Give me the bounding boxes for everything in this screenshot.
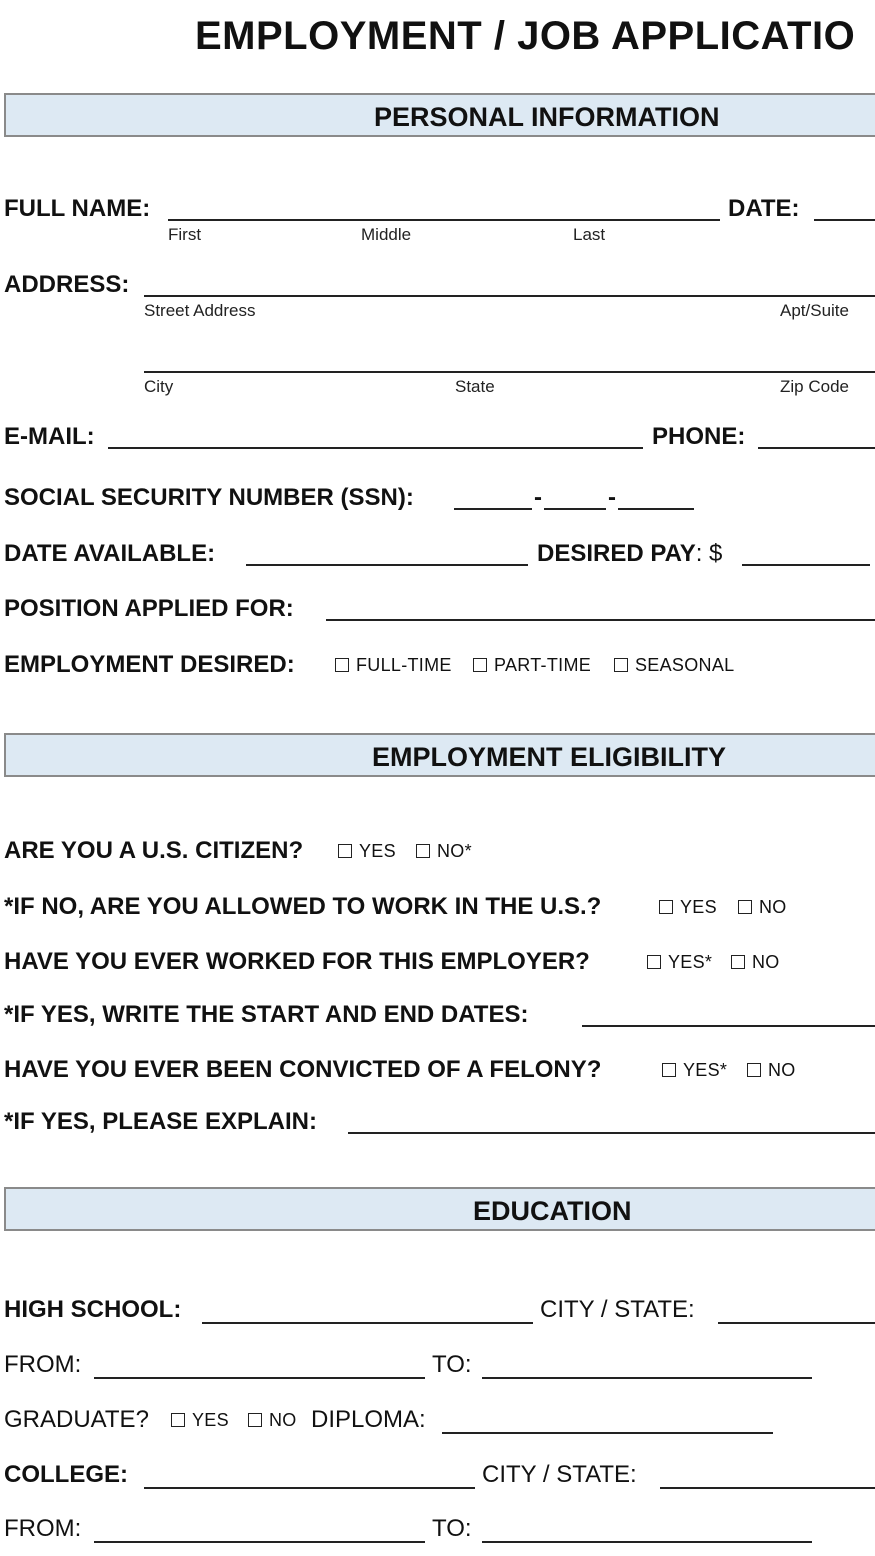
worked-yes-option[interactable] xyxy=(647,952,712,973)
section-title-eligibility: EMPLOYMENT ELIGIBILITY xyxy=(372,742,727,772)
full-time-checkbox[interactable] xyxy=(335,658,349,672)
last-name-caption: Last xyxy=(573,225,606,244)
full-name-field[interactable] xyxy=(168,219,720,221)
allowed-yes-option[interactable] xyxy=(659,897,717,918)
college-label: COLLEGE: xyxy=(4,1461,128,1488)
diploma-label: DIPLOMA: xyxy=(311,1406,426,1433)
section-header-personal xyxy=(4,93,875,137)
section-header-education xyxy=(4,1187,875,1231)
ssn-label: SOCIAL SECURITY NUMBER (SSN): xyxy=(4,484,414,511)
high-school-to-field[interactable] xyxy=(482,1377,812,1379)
high-school-city-state-label: CITY / STATE: xyxy=(540,1296,695,1323)
date-field[interactable] xyxy=(814,219,875,221)
seasonal-option[interactable] xyxy=(614,655,734,676)
apt-suite-caption: Apt/Suite xyxy=(780,301,849,320)
graduate-question: GRADUATE? xyxy=(4,1406,149,1433)
full-time-label: FULL-TIME xyxy=(356,655,452,675)
form-title: EMPLOYMENT / JOB APPLICATIO xyxy=(195,14,856,58)
position-label: POSITION APPLIED FOR: xyxy=(4,595,294,622)
full-name-label: FULL NAME: xyxy=(4,195,151,222)
explain-field[interactable] xyxy=(348,1132,875,1134)
employment-desired-label: EMPLOYMENT DESIRED: xyxy=(4,651,295,678)
zip-code-caption: Zip Code xyxy=(780,377,849,396)
high-school-to-label: TO: xyxy=(432,1351,472,1378)
date-available-field[interactable] xyxy=(246,564,528,566)
high-school-from-label: FROM: xyxy=(4,1351,82,1378)
email-field[interactable] xyxy=(108,447,643,449)
city-caption: City xyxy=(144,377,174,396)
graduate-yes-option[interactable] xyxy=(171,1410,229,1431)
graduate-yes-label: YES xyxy=(192,1410,229,1430)
felony-yes-option[interactable] xyxy=(662,1060,727,1081)
felony-question: HAVE YOU EVER BEEN CONVICTED OF A FELONY? xyxy=(4,1056,602,1083)
ssn-dash-2: - xyxy=(608,484,616,511)
date-label: DATE: xyxy=(728,195,800,222)
college-field[interactable] xyxy=(144,1487,475,1489)
allowed-no-option[interactable] xyxy=(738,897,787,918)
citizen-yes-checkbox[interactable] xyxy=(338,844,352,858)
ssn-dash-1: - xyxy=(534,484,542,511)
part-time-label: PART-TIME xyxy=(494,655,592,675)
high-school-city-state-field[interactable] xyxy=(718,1322,875,1324)
part-time-option[interactable] xyxy=(473,655,591,676)
section-header-eligibility xyxy=(4,733,875,777)
high-school-field[interactable] xyxy=(202,1322,533,1324)
felony-no-option[interactable] xyxy=(747,1060,796,1081)
desired-pay-field[interactable] xyxy=(742,564,870,566)
ssn-part-3-field[interactable] xyxy=(618,508,694,510)
worked-no-label: NO xyxy=(752,952,780,972)
citizen-no-checkbox[interactable] xyxy=(416,844,430,858)
worked-no-checkbox[interactable] xyxy=(731,955,745,969)
email-label: E-MAIL: xyxy=(4,423,95,450)
middle-name-caption: Middle xyxy=(361,225,412,244)
high-school-from-field[interactable] xyxy=(94,1377,425,1379)
allowed-no-label: NO xyxy=(759,897,787,917)
citizen-question: ARE YOU A U.S. CITIZEN? xyxy=(4,837,304,864)
college-city-state-label: CITY / STATE: xyxy=(482,1461,637,1488)
citizen-no-label: NO* xyxy=(437,841,472,861)
felony-yes-label: YES* xyxy=(683,1060,728,1080)
start-end-dates-field[interactable] xyxy=(582,1025,875,1027)
graduate-no-checkbox[interactable] xyxy=(248,1413,262,1427)
felony-no-checkbox[interactable] xyxy=(747,1063,761,1077)
citizen-no-option[interactable] xyxy=(416,841,472,862)
allowed-yes-checkbox[interactable] xyxy=(659,900,673,914)
position-field[interactable] xyxy=(326,619,875,621)
worked-no-option[interactable] xyxy=(731,952,780,973)
street-address-field[interactable] xyxy=(144,295,875,297)
desired-pay-text: DESIRED PAY xyxy=(537,540,696,567)
phone-label: PHONE: xyxy=(652,423,746,450)
worked-yes-checkbox[interactable] xyxy=(647,955,661,969)
graduate-no-option[interactable] xyxy=(248,1410,297,1431)
allowed-yes-label: YES xyxy=(680,897,717,917)
seasonal-checkbox[interactable] xyxy=(614,658,628,672)
state-caption: State xyxy=(455,377,495,396)
citizen-yes-label: YES xyxy=(359,841,396,861)
college-from-label: FROM: xyxy=(4,1515,82,1542)
graduate-no-label: NO xyxy=(269,1410,297,1430)
explain-label: *IF YES, PLEASE EXPLAIN: xyxy=(4,1108,317,1135)
felony-no-label: NO xyxy=(768,1060,796,1080)
desired-pay-currency: : $ xyxy=(695,540,723,567)
college-from-field[interactable] xyxy=(94,1541,425,1543)
city-state-zip-field[interactable] xyxy=(144,371,875,373)
section-title-personal: PERSONAL INFORMATION xyxy=(374,102,720,132)
college-city-state-field[interactable] xyxy=(660,1487,875,1489)
felony-yes-checkbox[interactable] xyxy=(662,1063,676,1077)
college-to-field[interactable] xyxy=(482,1541,812,1543)
graduate-yes-checkbox[interactable] xyxy=(171,1413,185,1427)
street-address-caption: Street Address xyxy=(144,301,256,320)
high-school-label: HIGH SCHOOL: xyxy=(4,1296,182,1323)
section-title-education: EDUCATION xyxy=(473,1196,632,1226)
college-to-label: TO: xyxy=(432,1515,472,1542)
allowed-to-work-question: *IF NO, ARE YOU ALLOWED TO WORK IN THE U.S.? xyxy=(4,893,602,920)
ssn-part-1-field[interactable] xyxy=(454,508,532,510)
diploma-field[interactable] xyxy=(442,1432,773,1434)
date-available-label: DATE AVAILABLE: xyxy=(4,540,216,567)
first-name-caption: First xyxy=(168,225,202,244)
worked-before-question: HAVE YOU EVER WORKED FOR THIS EMPLOYER? xyxy=(4,948,590,975)
seasonal-label: SEASONAL xyxy=(635,655,735,675)
desired-pay-label xyxy=(537,540,722,568)
citizen-yes-option[interactable] xyxy=(338,841,396,862)
full-time-option[interactable] xyxy=(335,655,452,676)
start-end-dates-label: *IF YES, WRITE THE START AND END DATES: xyxy=(4,1001,529,1028)
part-time-checkbox[interactable] xyxy=(473,658,487,672)
worked-yes-label: YES* xyxy=(668,952,713,972)
allowed-no-checkbox[interactable] xyxy=(738,900,752,914)
address-label: ADDRESS: xyxy=(4,271,130,298)
ssn-part-2-field[interactable] xyxy=(544,508,606,510)
phone-field[interactable] xyxy=(758,447,875,449)
